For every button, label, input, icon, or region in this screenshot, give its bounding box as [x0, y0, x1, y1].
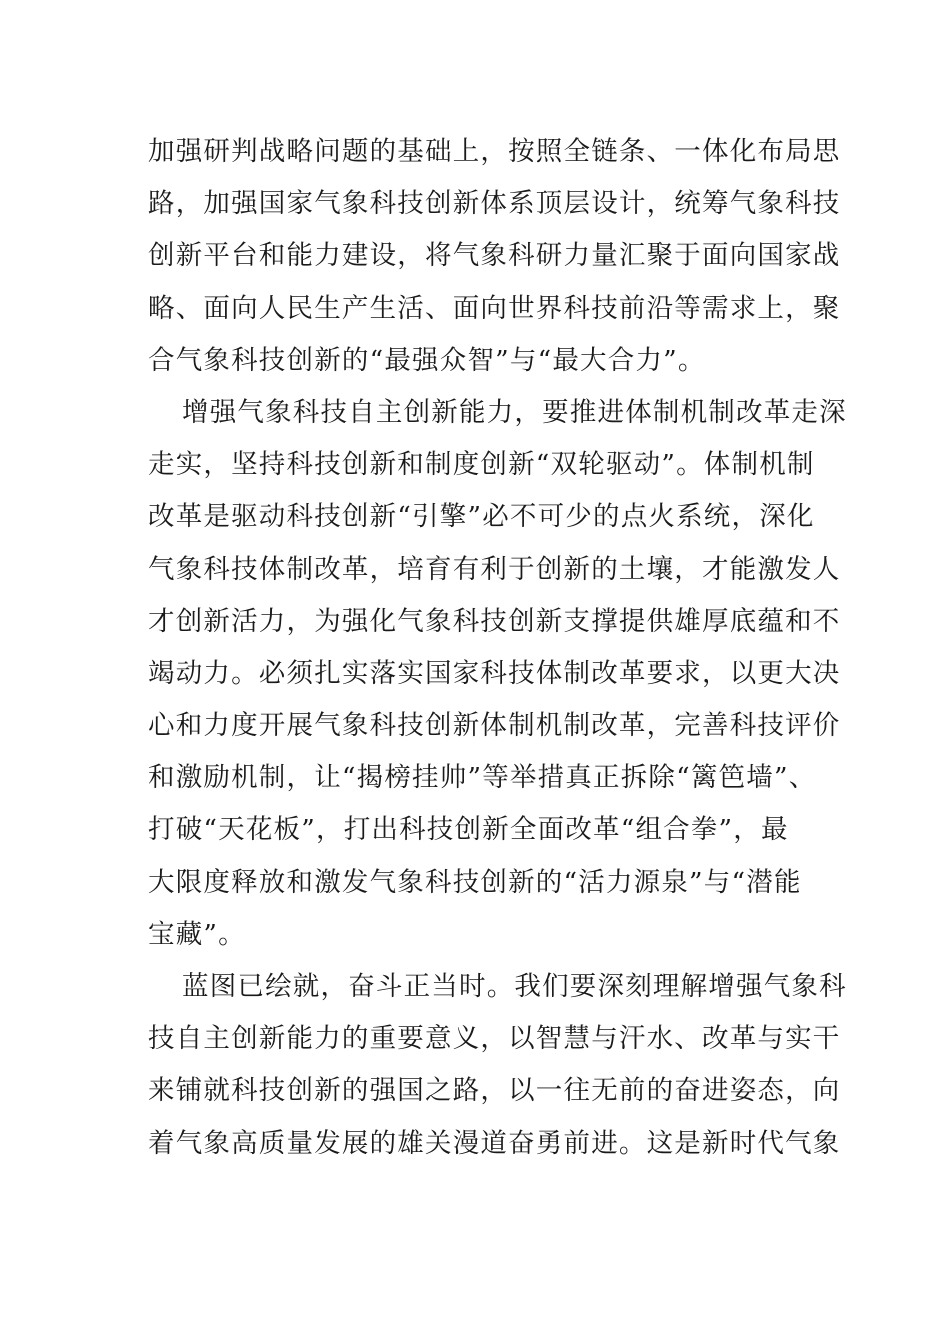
text-line: 增强气象科技自主创新能力，要推进体制机制改革走深 [182, 396, 847, 428]
text-line: 蓝图已绘就，奋斗正当时。我们要深刻理解增强气象科 [182, 971, 847, 1002]
text-line: 略、面向人民生产生活、面向世界科技前沿等需求上，聚 [148, 292, 841, 324]
text-line: 改革是驱动科技创新“引擎”必不可少的点火系统，深化 [148, 501, 815, 533]
text-line: 创新平台和能力建设，将气象科研力量汇聚于面向国家战 [148, 240, 841, 272]
text-line: 走实，坚持科技创新和制度创新“双轮驱动”。体制机制 [148, 449, 815, 481]
text-line: 合气象科技创新的“最强众智”与“最大合力”。 [148, 344, 706, 376]
paragraph-3 [148, 961, 847, 1170]
text-line: 技自主创新能力的重要意义，以智慧与汗水、改革与实干 [148, 1023, 841, 1055]
text-line: 加强研判战略问题的基础上，按照全链条、一体化布局思 [148, 136, 841, 167]
text-line: 宝藏”。 [148, 918, 246, 950]
text-line: 气象科技体制改革，培育有利于创新的土壤，才能激发人 [148, 553, 841, 585]
text-line: 来铺就科技创新的强国之路，以一往无前的奋进姿态，向 [148, 1075, 841, 1107]
text-line: 和激励机制，让“揭榜挂帅”等举措真正拆除“篱笆墙”、 [148, 762, 817, 794]
text-line: 路，加强国家气象科技创新体系顶层设计，统筹气象科技 [148, 188, 841, 220]
paragraph-1 [148, 126, 841, 387]
text-line: 才创新活力，为强化气象科技创新支撑提供雄厚底蕴和不 [148, 605, 841, 637]
body-text [148, 126, 847, 1170]
text-line: 竭动力。必须扎实落实国家科技体制改革要求，以更大决 [148, 657, 841, 689]
text-line: 打破“天花板”，打出科技创新全面改革“组合拳”，最 [148, 814, 789, 846]
text-line: 心和力度开展气象科技创新体制机制改革，完善科技评价 [148, 710, 841, 742]
text-line: 大限度释放和激发气象科技创新的“活力源泉”与“潜能 [148, 866, 802, 898]
text-line: 着气象高质量发展的雄关漫道奋勇前进。这是新时代气象 [148, 1127, 841, 1159]
paragraph-2 [148, 387, 847, 961]
